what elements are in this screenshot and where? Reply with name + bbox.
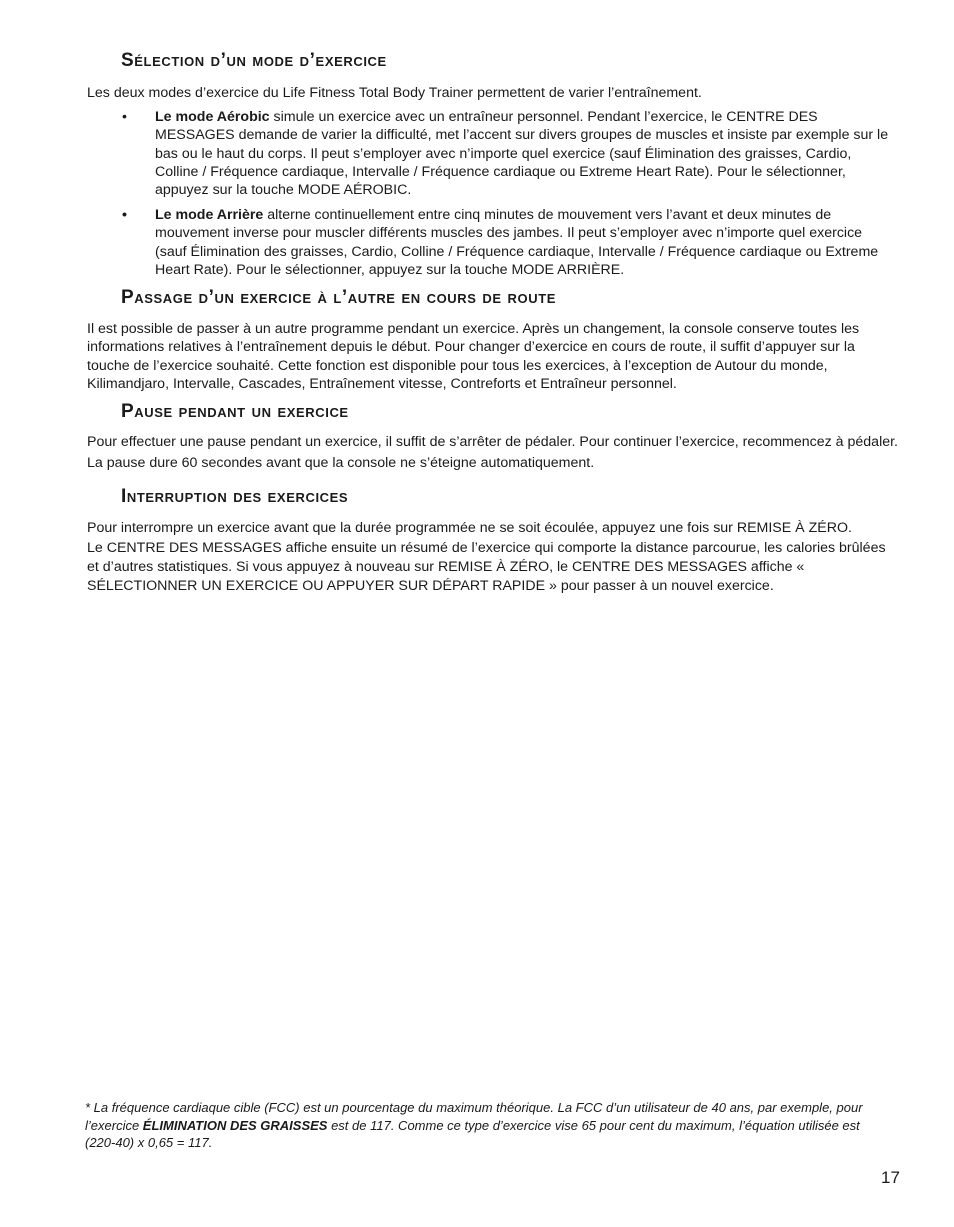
bullet-glyph: • [122,207,127,223]
list-item-reverse-mode [122,206,893,279]
footnote-target-heart-rate [85,1099,885,1152]
footnote-text-start: * La fréquence cardiaque cible (FCC) est un pourcentage du maximum théorique. La FCC d’un utilisateur de 40 ans, par exemple, pour l’exercice [85,1100,863,1133]
section-title-interruption: Interruption des exercices [121,486,349,507]
pause-paragraph: Pour effectuer une pause pendant un exercice, il suffit de s’arrêter de pédaler. Pour continuer l’exercice, recommencez à pédaler. La pause dure 60 secondes avant que la console ne s’éteigne automatiquement. [87,434,898,471]
switch-exercise-paragraph: Il est possible de passer à un autre programme pendant un exercice. Après un changement, la console conserve toutes les informations relatives à l’entraînement depuis le début. Pour changer d’exercice en cours de route, il suffit d’appuyer sur la touche de l’exercice souhaité. Cette fonction est disponible pour tous les exercices, à l’exception de Autour du monde, Kilimandjaro, Intervalle, Cascades, Entraînement vitesse, Contreforts et Entraîneur personnel. [87,321,860,392]
reverse-mode-text: alterne continuellement entre cinq minutes de mouvement vers l’avant et deux minutes de mouvement inverse pour muscler différents muscles des jambes. Il peut s’employer avec n’importe quel exercice (sauf Élimination des graisses, Cardio, Colline / Fréquence cardiaque, Intervalle / Fréquence cardiaque ou Extreme Heart Rate). Pour le sélectionner, appuyez sur la touche MODE ARRIÈRE. [155,207,879,278]
aerobic-mode-text: simule un exercice avec un entraîneur personnel. Pendant l’exercice, le CENTRE DES MESSAGES demande de varier la difficulté, met l’accent sur divers groupes de muscles et insiste par exemple sur le bas ou le haut du corps. Il peut s’employer avec n’importe quel exercice (sauf Élimination des graisses, Cardio, Colline / Fréquence cardiaque, Intervalle / Fréquence cardiaque ou Extreme Heart Rate). Pour le sélectionner, appuyez sur la touche MODE AÉROBIC. [155,109,889,199]
footnote-exercise-name: ÉLIMINATION DES GRAISSES [142,1117,328,1133]
interruption-paragraph: Le CENTRE DES MESSAGES affiche ensuite un résumé de l’exercice qui comporte la distance parcourue, les calories brûlées et d’autres statistiques. Si vous appuyez à nouveau sur REMISE À ZÉRO, le CENTRE DES MESSAGES affiche « SÉLECTIONNER UN EXERCICE OU APPUYER SUR DÉPART RAPIDE » pour passer à un nouvel exercice. [87,540,886,594]
aerobic-mode-label: Le mode Aérobic [155,109,270,125]
bullet-glyph: • [122,109,127,125]
footnote-text-end: est de 117. Comme ce type d’exercice vise 65 pour cent du maximum, l’équation utilisée est (220-40) x 0,65 = 117. [85,1117,860,1150]
list-item-aerobic-mode [122,108,893,199]
page-number: 17 [881,1168,900,1187]
section-title-switch-exercise: Passage d’un exercice à l’autre en cours de route [121,287,557,308]
section-title-mode-selection: Sélection d’un mode d’exercice [121,50,387,71]
reverse-mode-label: Le mode Arrière [155,207,264,223]
interruption-line-1: Pour interrompre un exercice avant que la durée programmée ne se soit écoulée, appuyez une fois sur REMISE À ZÉRO. [87,520,852,536]
section-title-pause: Pause pendant un exercice [121,401,349,422]
mode-intro-paragraph: Les deux modes d’exercice du Life Fitness Total Body Trainer permettent de varier l’entraînement. [87,85,702,101]
